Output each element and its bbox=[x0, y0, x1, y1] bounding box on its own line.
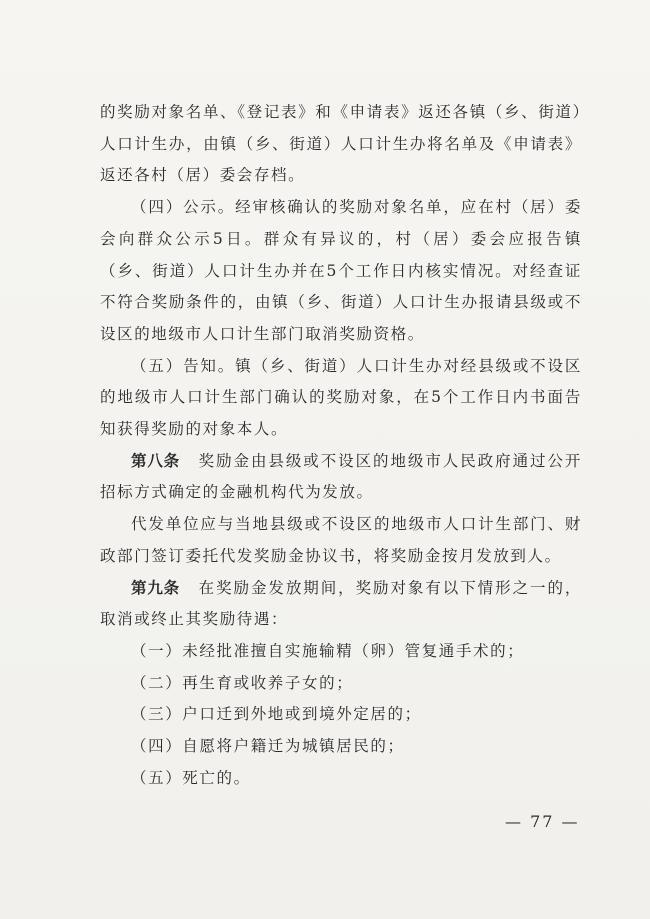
list-item: （四）自愿将户籍迁为城镇居民的； bbox=[131, 737, 405, 756]
list-item: （三）户口迁到外地或到境外定居的； bbox=[131, 705, 422, 724]
body-text bbox=[100, 97, 582, 794]
page-number: — 77 — bbox=[505, 812, 580, 831]
paragraph: 代发单位应与当地县级或不设区的地级市人口计生部门、财政部门签订委托代发奖励金协议书，将奖励金按月发放到人。 bbox=[100, 515, 582, 565]
article-paragraph: 第九条 在奖励金发放期间，奖励对象有以下情形之一的，取消或终止其奖励待遇： bbox=[100, 578, 582, 629]
article-heading: 第九条 bbox=[131, 578, 181, 597]
list-item: （二）再生育或收养子女的； bbox=[131, 673, 354, 692]
list-item: （一）未经批准擅自实施输精（卵）管复通手术的； bbox=[131, 641, 525, 660]
list-item: （五）死亡的。 bbox=[131, 768, 251, 787]
article-heading: 第八条 bbox=[131, 451, 181, 470]
paragraph: （四）公示。经审核确认的奖励对象名单，应在村（居）委会向群众公示5日。群众有异议的，村（居）委会应报告镇（乡、街道）人口计生办并在5个工作日内核实情况。对经查证不符合奖励条件的，由镇（乡、街道）人口计生办报请县级或不设区的地级市人口计生部门取消奖励资格。 bbox=[100, 198, 582, 343]
paragraph: （五）告知。镇（乡、街道）人口计生办对经县级或不设区的地级市人口计生部门确认的奖励对象，在5个工作日内书面告知获得奖励的对象本人。 bbox=[100, 356, 582, 439]
article-paragraph: 第八条 奖励金由县级或不设区的地级市人民政府通过公开招标方式确定的金融机构代为发放。 bbox=[100, 451, 582, 502]
paragraph: 的奖励对象名单、《登记表》和《申请表》返还各镇（乡、街道）人口计生办，由镇（乡、街道）人口计生办将名单及《申请表》返还各村（居）委会存档。 bbox=[100, 103, 582, 185]
